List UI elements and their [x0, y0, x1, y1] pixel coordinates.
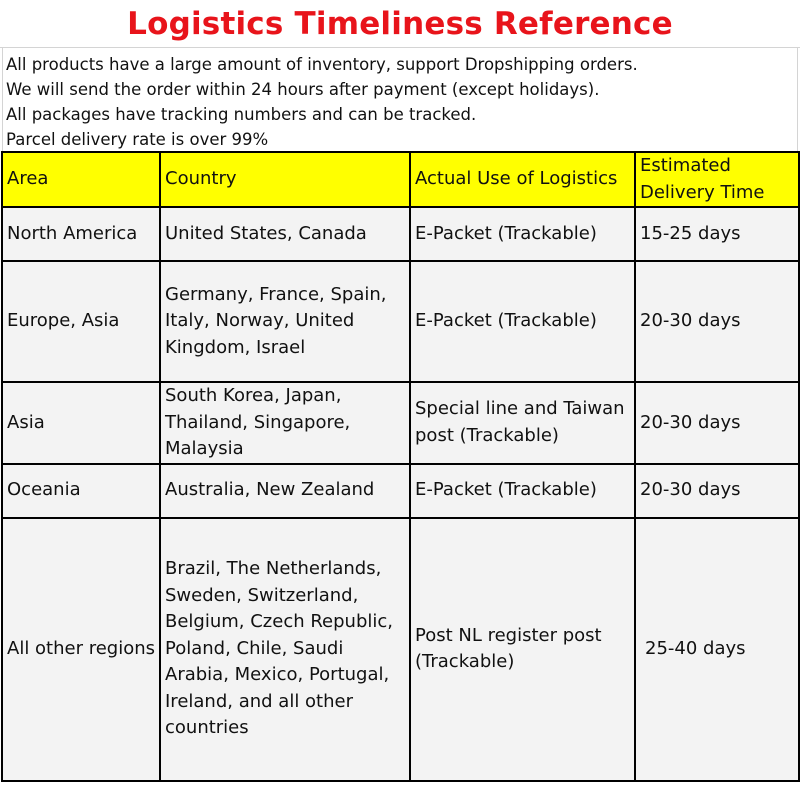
cell-delivery-time: 20-30 days: [635, 382, 799, 464]
cell-delivery-time: 15-25 days: [635, 207, 799, 261]
header-country: Country: [160, 152, 410, 207]
cell-logistics: E-Packet (Trackable): [410, 261, 635, 382]
cell-logistics: E-Packet (Trackable): [410, 464, 635, 518]
cell-logistics: Special line and Taiwan post (Trackable): [410, 382, 635, 464]
cell-delivery-time: 25-40 days: [635, 518, 799, 781]
cell-area: All other regions: [2, 518, 160, 781]
cell-area: Europe, Asia: [2, 261, 160, 382]
table-row: [2, 518, 799, 781]
cell-logistics: E-Packet (Trackable): [410, 207, 635, 261]
table-row: [2, 207, 799, 261]
table-header-row: [2, 152, 799, 207]
note-line: We will send the order within 24 hours after payment (except holidays).: [6, 80, 600, 99]
note-line: All packages have tracking numbers and can be tracked.: [6, 105, 477, 124]
cell-country: Australia, New Zealand: [160, 464, 410, 518]
cell-area: Oceania: [2, 464, 160, 518]
notes-block: [6, 52, 796, 152]
cell-country: United States, Canada: [160, 207, 410, 261]
sheet-gridline: [797, 47, 798, 151]
cell-area: North America: [2, 207, 160, 261]
table-row: [2, 261, 799, 382]
note-line: Parcel delivery rate is over 99%: [6, 130, 269, 149]
cell-country: Germany, France, Spain, Italy, Norway, United Kingdom, Israel: [160, 261, 410, 382]
note-line: All products have a large amount of inventory, support Dropshipping orders.: [6, 55, 638, 74]
cell-delivery-time: 20-30 days: [635, 464, 799, 518]
table-row: [2, 382, 799, 464]
header-logistics: Actual Use of Logistics: [410, 152, 635, 207]
page-title: Logistics Timeliness Reference: [127, 6, 673, 42]
cell-delivery-time: 20-30 days: [635, 261, 799, 382]
cell-country: South Korea, Japan, Thailand, Singapore, Malaysia: [160, 382, 410, 464]
header-delivery-time: Estimated Delivery Time: [635, 152, 799, 207]
sheet-gridline: [2, 47, 3, 151]
logistics-table: [1, 151, 800, 782]
table-row: [2, 464, 799, 518]
header-area: Area: [2, 152, 160, 207]
cell-area: Asia: [2, 382, 160, 464]
cell-logistics: Post NL register post (Trackable): [410, 518, 635, 781]
cell-country: Brazil, The Netherlands, Sweden, Switzerland, Belgium, Czech Republic, Poland, Chile, Saudi Arabia, Mexico, Portugal, Ireland, and all other countries: [160, 518, 410, 781]
